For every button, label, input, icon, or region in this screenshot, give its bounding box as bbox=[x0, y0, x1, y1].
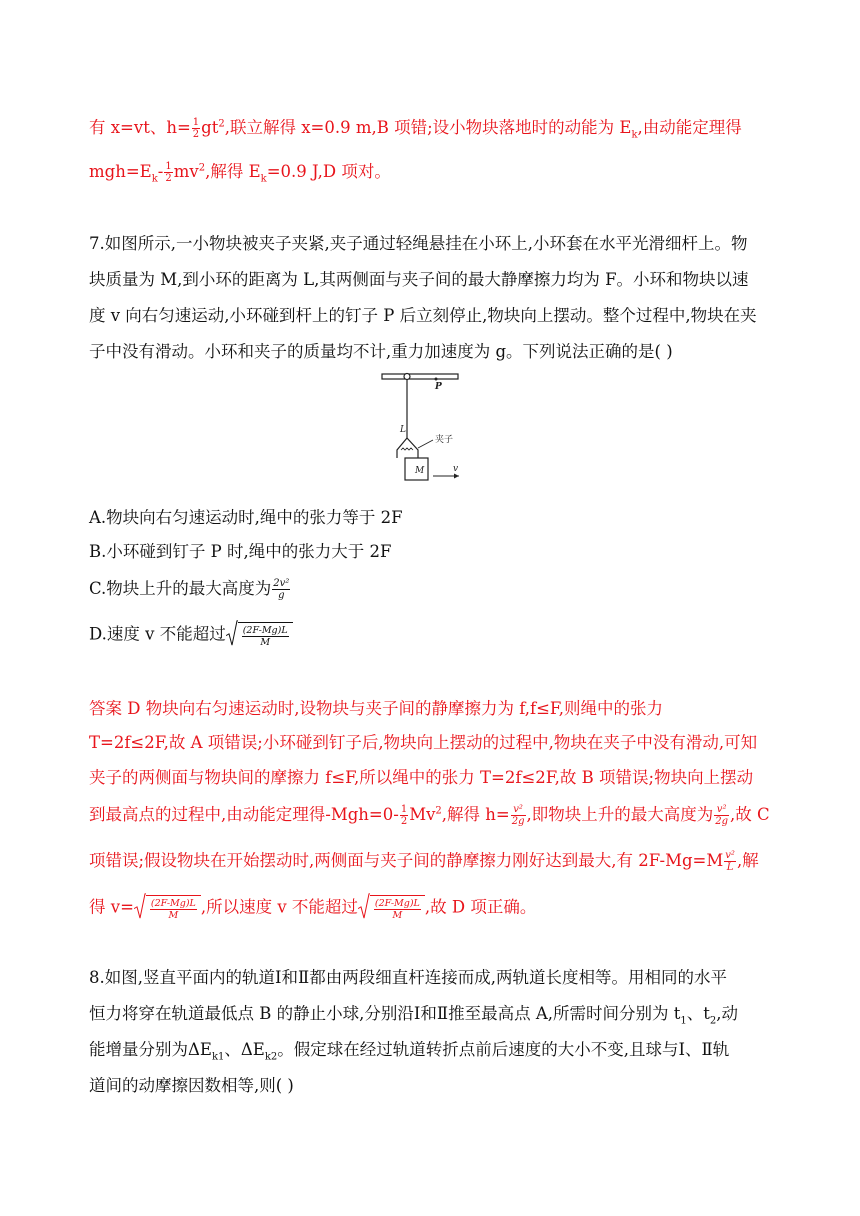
numerator: 1 bbox=[400, 804, 408, 815]
q7-stem-line-4: 子中没有滑动。小环和夹子的质量均不计,重力加速度为 g。下列说法正确的是( ) bbox=[89, 342, 673, 361]
text: ,故 D 项正确。 bbox=[424, 897, 537, 917]
label-l: L bbox=[400, 425, 406, 435]
label-m: M bbox=[415, 466, 425, 476]
denominator: 2g bbox=[511, 816, 525, 827]
q8-stem-line-1: 8.如图,竖直平面内的轨道Ⅰ和Ⅱ都由两段细直杆连接而成,两轨道长度相等。用相同的水平 bbox=[89, 968, 727, 987]
radical-sign-icon bbox=[134, 893, 146, 919]
text: ,动 bbox=[716, 1004, 739, 1023]
q8-stem-line-2 bbox=[89, 1003, 738, 1025]
horizontal-rod bbox=[382, 374, 458, 379]
fraction bbox=[192, 117, 200, 140]
text: 、ΔE bbox=[224, 1040, 265, 1059]
fraction bbox=[714, 804, 729, 827]
superscript: 2 bbox=[198, 162, 206, 174]
text: 到最高点的过程中,由动能定理得-Mgh=0- bbox=[89, 805, 399, 824]
numerator: 2v² bbox=[273, 578, 290, 589]
clip-spring bbox=[401, 448, 413, 450]
denominator: M bbox=[260, 637, 271, 648]
text: Mv bbox=[409, 805, 436, 824]
text: ,所以速度 v 不能超过 bbox=[200, 897, 358, 917]
text: mv bbox=[173, 162, 199, 181]
subscript: k1 bbox=[211, 1051, 225, 1063]
q7-figure-clip-block bbox=[375, 370, 475, 488]
prev-answer-line-1 bbox=[89, 117, 742, 140]
text: C.物块上升的最大高度为 bbox=[89, 579, 272, 598]
text: 能增量分别为ΔE bbox=[89, 1040, 212, 1059]
nail-p bbox=[435, 378, 438, 381]
denominator: 2g bbox=[715, 816, 729, 827]
q7-answer-line-6 bbox=[89, 895, 536, 921]
fraction bbox=[150, 898, 197, 921]
subscript: k bbox=[151, 173, 158, 185]
superscript: 2 bbox=[218, 118, 225, 130]
numerator: v² bbox=[725, 850, 735, 861]
text: D.速度 v 不能超过 bbox=[89, 624, 226, 644]
text: 、t bbox=[686, 1004, 710, 1023]
text: ,解得 E bbox=[205, 162, 261, 181]
text: ,联立解得 x=0.9 m,B 项错;设小物块落地时的动能为 E bbox=[224, 118, 632, 137]
q8-stem-line-4: 道间的动摩擦因数相等,则( ) bbox=[89, 1076, 294, 1095]
subscript: k bbox=[631, 129, 638, 141]
q7-stem-line-3: 度 v 向右匀速运动,小环碰到杆上的钉子 P 后立刻停止,物块向上摆动。整个过程中,物块在夹 bbox=[89, 306, 757, 325]
text: ,解 bbox=[736, 851, 759, 870]
q7-answer-line-2: T=2f≤2F,故 A 项错误;小环碰到钉子后,物块向上摆动的过程中,物块在夹子中没有滑动,可知 bbox=[89, 733, 758, 752]
q7-stem-line-1: 7.如图所示,一小物块被夹子夹紧,夹子通过轻绳悬挂在小环上,小环套在水平光滑细杆上。物 bbox=[89, 234, 748, 253]
square-root bbox=[358, 895, 425, 921]
subscript: k2 bbox=[264, 1051, 278, 1063]
denominator: g bbox=[278, 590, 285, 601]
denominator: 2 bbox=[400, 816, 408, 827]
q7-answer-line-1: 答案 D 物块向右匀速运动时,设物块与夹子间的静摩擦力为 f,f≤F,则绳中的张力 bbox=[89, 699, 664, 718]
text: 项错误;假设物块在开始摆动时,两侧面与夹子间的静摩擦力刚好达到最大,有 2F-Mg=M bbox=[89, 851, 724, 870]
text: 。假定球在经过轨道转折点前后速度的大小不变,且球与Ⅰ、Ⅱ轨 bbox=[277, 1040, 730, 1059]
denominator: M bbox=[392, 910, 403, 921]
denominator: 2 bbox=[165, 173, 172, 184]
fraction bbox=[511, 804, 526, 827]
text: ,解得 h= bbox=[441, 805, 510, 824]
fraction bbox=[272, 578, 290, 601]
text: 得 v= bbox=[89, 897, 134, 917]
fraction bbox=[724, 850, 736, 873]
denominator: M bbox=[168, 910, 179, 921]
square-root bbox=[226, 622, 293, 648]
q7-answer-line-5 bbox=[89, 850, 759, 873]
text: - bbox=[157, 162, 164, 181]
radical-sign-icon bbox=[226, 620, 238, 646]
text: =0.9 J,D 项对。 bbox=[266, 162, 391, 181]
subscript: 2 bbox=[709, 1015, 717, 1027]
q7-option-b: B.小环碰到钉子 P 时,绳中的张力大于 2F bbox=[89, 542, 392, 561]
numerator: (2F-Mg)L bbox=[150, 898, 196, 909]
label-p: P bbox=[435, 382, 442, 392]
superscript: 2 bbox=[435, 805, 442, 817]
denominator: 2 bbox=[192, 129, 200, 140]
numerator: (2F-Mg)L bbox=[242, 625, 288, 636]
q8-stem-line-3 bbox=[89, 1039, 729, 1061]
text: ,即物块上升的最大高度为 bbox=[526, 805, 714, 824]
subscript: 1 bbox=[680, 1015, 687, 1027]
numerator: 1 bbox=[165, 161, 172, 172]
clip-pointer bbox=[418, 440, 433, 448]
text: ,故 C bbox=[730, 805, 770, 824]
numerator: v² bbox=[714, 804, 729, 816]
text: mgh=E bbox=[89, 162, 152, 181]
square-root bbox=[134, 895, 201, 921]
small-ring bbox=[404, 374, 410, 380]
label-v: v bbox=[453, 464, 459, 474]
fraction bbox=[374, 898, 421, 921]
fraction bbox=[164, 161, 172, 184]
prev-answer-line-2 bbox=[89, 161, 391, 184]
text: ,由动能定理得 bbox=[637, 118, 742, 137]
denominator: L bbox=[726, 862, 734, 873]
text: gt bbox=[201, 118, 219, 137]
numerator: 1 bbox=[192, 117, 200, 128]
numerator: (2F-Mg)L bbox=[374, 898, 420, 909]
q7-option-c bbox=[89, 578, 291, 601]
fraction bbox=[242, 625, 289, 648]
velocity-arrowhead bbox=[454, 474, 459, 479]
fraction bbox=[400, 804, 408, 827]
label-clip: 夹子 bbox=[435, 435, 454, 445]
radical-sign-icon bbox=[358, 893, 370, 919]
q7-stem-line-2: 块质量为 M,到小环的距离为 L,其两侧面与夹子间的最大静摩擦力均为 F。小环和物块以速 bbox=[89, 270, 749, 289]
text: 恒力将穿在轨道最低点 B 的静止小球,分别沿Ⅰ和Ⅱ推至最高点 A,所需时间分别为 t bbox=[89, 1004, 681, 1023]
numerator: v² bbox=[511, 804, 526, 816]
q7-answer-line-4 bbox=[89, 804, 770, 827]
q7-option-d bbox=[89, 622, 293, 648]
q7-answer-line-3: 夹子的两侧面与物块间的摩擦力 f≤F,所以绳中的张力 T=2f≤2F,故 B 项错误;物块向上摆动 bbox=[89, 768, 754, 787]
subscript: k bbox=[260, 173, 267, 185]
q7-option-a: A.物块向右匀速运动时,绳中的张力等于 2F bbox=[89, 508, 403, 527]
text: 有 x=vt、h= bbox=[89, 118, 191, 137]
